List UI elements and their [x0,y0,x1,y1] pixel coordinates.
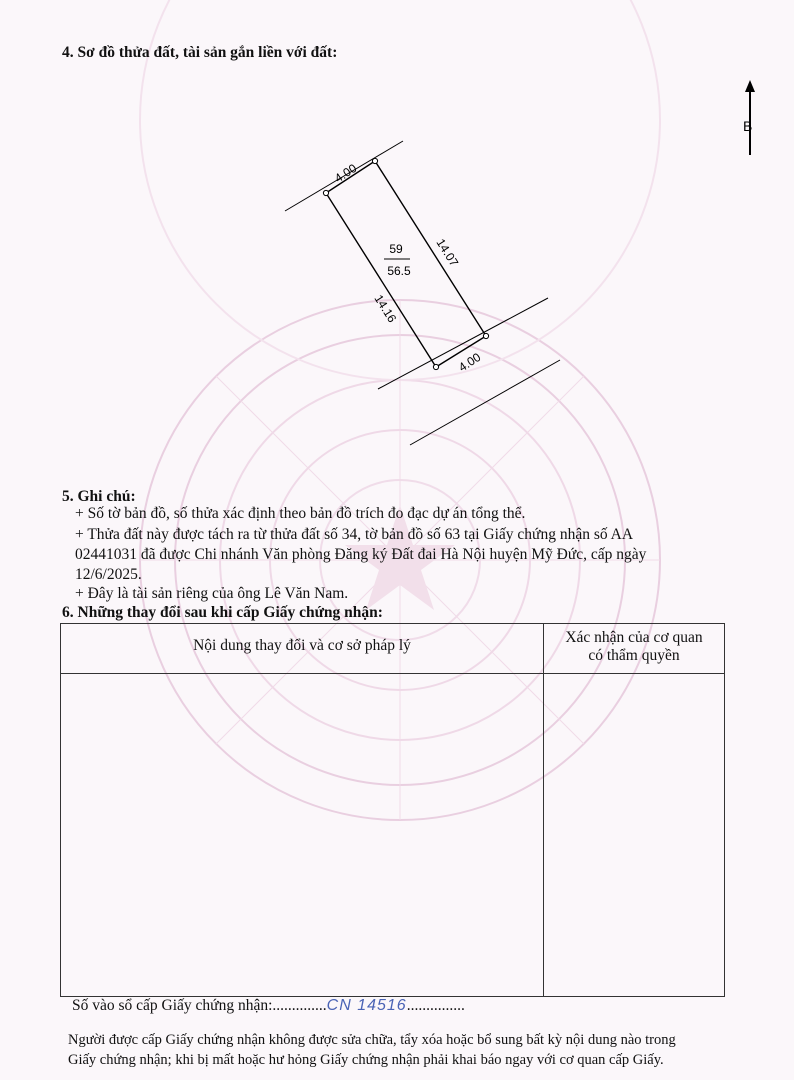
confirmation-cell [544,674,725,997]
dim-top: 4.00 [332,161,360,186]
col-header-confirmation-line-2: có thẩm quyền [588,647,680,664]
dim-right: 14.07 [433,236,462,270]
section-4-title: 4. Sơ đồ thửa đất, tài sản gắn liền với đất: [62,44,338,61]
dim-left: 14.16 [371,292,400,326]
registry-value: CN 14516 [326,997,407,1014]
changes-table [60,623,725,997]
north-label: B [743,118,753,134]
section-6-title: 6. Những thay đổi sau khi cấp Giấy chứng nhận: [62,604,383,621]
registry-label: Số vào sổ cấp Giấy chứng nhận: [72,997,273,1014]
warning-line-1: Người được cấp Giấy chứng nhận không được sửa chữa, tẩy xóa hoặc bổ sung bất kỳ nội dung nào trong [68,1032,676,1048]
dim-bottom: 4.00 [456,350,484,375]
note-2-line-3: 12/6/2025. [75,566,142,583]
col-header-confirmation [544,624,725,674]
note-1: + Số tờ bản đồ, số thửa xác định theo bản đồ trích đo đạc dự án tổng thể. [75,505,526,522]
note-3: + Đây là tài sản riêng của ông Lê Văn Nam. [75,585,349,602]
note-2-line-1: + Thửa đất này được tách ra từ thửa đất số 34, tờ bản đồ số 63 tại Giấy chứng nhận số AA [75,526,634,543]
note-2-line-2: 02441031 đã được Chi nhánh Văn phòng Đăng ký Đất đai Hà Nội huyện Mỹ Đức, cấp ngày [75,546,647,563]
changes-content-cell [61,674,544,997]
warning-line-2: Giấy chứng nhận; khi bị mất hoặc hư hỏng Giấy chứng nhận phải khai báo ngay với cơ quan cấp Giấy. [68,1052,664,1068]
land-parcel-map [0,0,794,470]
col-header-changes: Nội dung thay đổi và cơ sở pháp lý [61,624,544,674]
section-5-title: 5. Ghi chú: [62,488,136,505]
registry-row: Số vào sổ cấp Giấy chứng nhận:..............CN 14516............... [72,997,465,1014]
col-header-confirmation-line-1: Xác nhận của cơ quan [565,629,703,646]
parcel-area: 56.5 [387,264,411,278]
parcel-number: 59 [389,242,403,256]
